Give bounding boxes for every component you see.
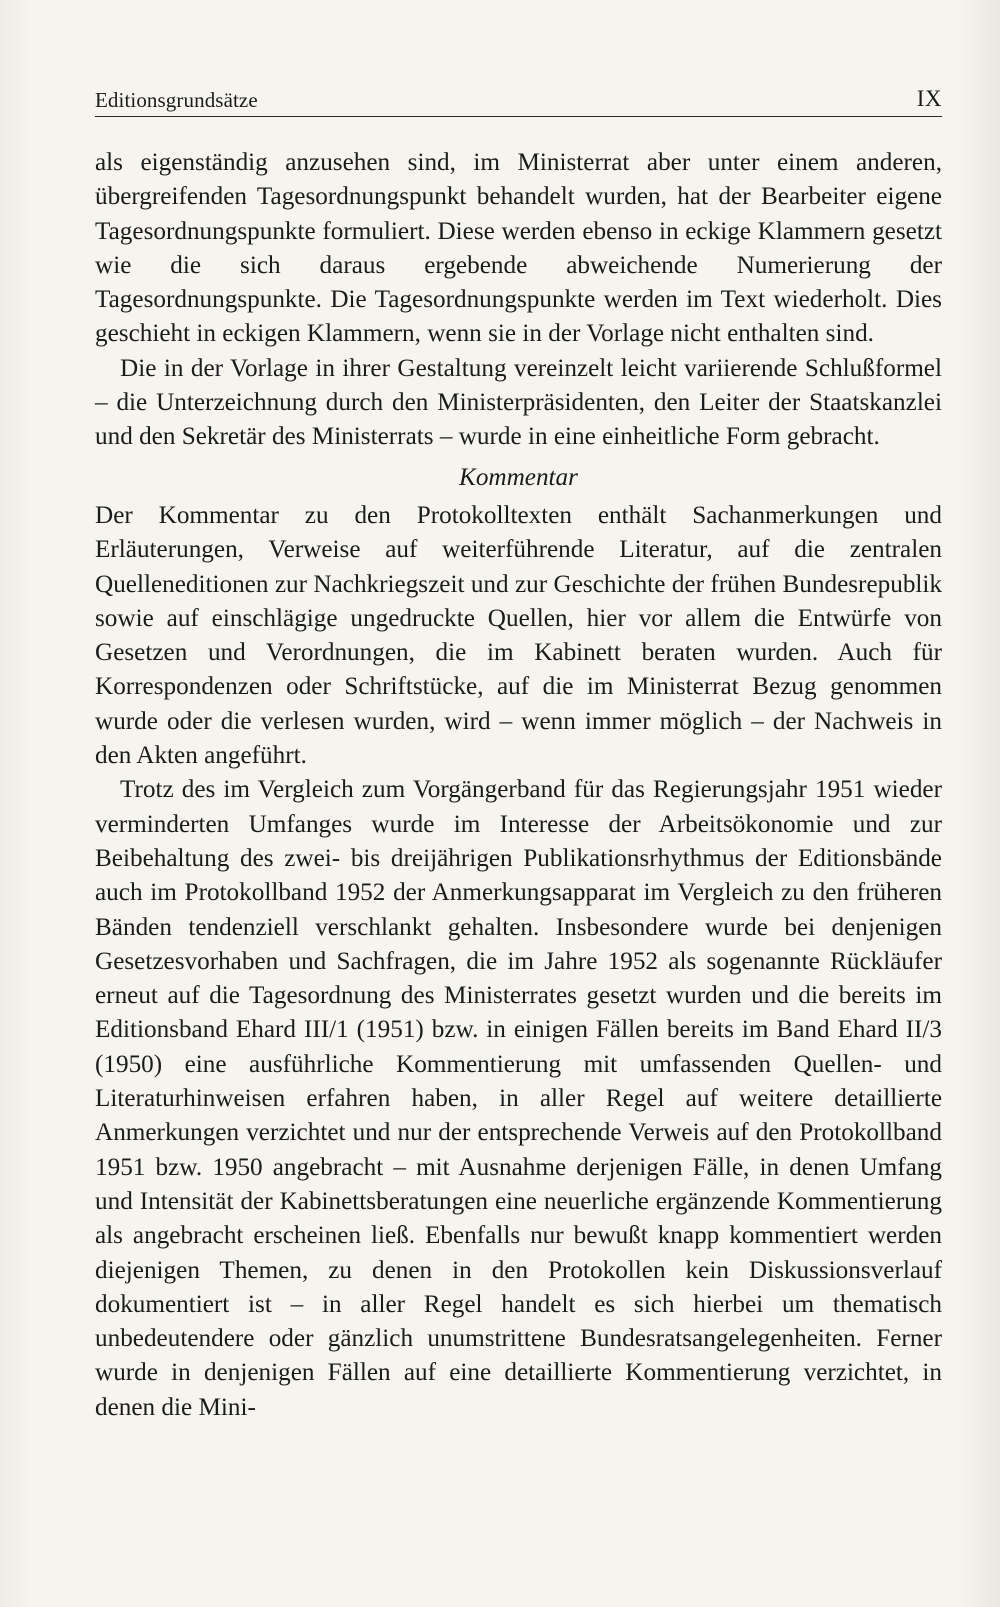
paragraph: Der Kommentar zu den Protokolltexten enthält Sachanmerkungen und Erläuterungen, Verweise auf weiterführende Literatur, auf die zentralen Quelleneditionen zur Nachkriegszeit und zur Geschichte der frühen Bundesrepublik sowie auf einschlägige ungedruckte Quellen, hier vor allem die Entwürfe von Gesetzen und Verordnungen, die im Kabinett beraten wurden. Auch für Korrespondenzen oder Schriftstücke, auf die im Ministerrat Bezug genommen wurde oder die verlesen wurden, wird – wenn immer möglich – der Nachweis in den Akten angeführt. xyxy=(95,501,942,770)
section-heading: Kommentar xyxy=(459,463,578,491)
running-head xyxy=(95,86,942,117)
page-number: IX xyxy=(916,86,942,111)
running-head-title: Editionsgrundsätze xyxy=(95,88,258,112)
paragraph: Trotz des im Vergleich zum Vorgängerband für das Regierungsjahr 1951 wieder verminderten Umfanges wurde im Interesse der Arbeitsökonomie und zur Beibehaltung des zwei- bis dreijährigen Publikationsrhythmus der Editionsbände auch im Protokollband 1952 der Anmerkungsapparat im Vergleich zu den früheren Bänden tendenziell verschlankt gehalten. Insbesondere wurde bei denjenigen Gesetzesvorhaben und Sachfragen, die im Jahre 1952 als sogenannte Rückläufer erneut auf die Tagesordnung des Ministerrates gesetzt wurden und die bereits im Editionsband Ehard III/1 (1951) bzw. in einigen Fällen bereits im Band Ehard II/3 (1950) eine ausführliche Kommentierung mit umfassenden Quellen- und Literaturhinweisen erfahren haben, in aller Regel auf weitere detaillierte Anmerkungen verzichtet und nur der entsprechende Verweis auf den Protokollband 1951 bzw. 1950 angebracht – mit Ausnahme derjenigen Fälle, in denen Umfang und Intensität der Kabinettsberatungen eine neuerliche ergänzende Kommentierung als angebracht erscheinen ließ. Ebenfalls nur bewußt knapp kommentiert werden diejenigen Themen, zu denen in den Protokollen kein Diskussionsverlauf dokumentiert ist – in aller Regel handelt es sich hierbei um thematisch unbedeutendere oder gänzlich unumstrittene Bundesratsangelegenheiten. Ferner wurde in denjenigen Fällen auf eine detaillierte Kommentierung verzichtet, in denen die Mini- xyxy=(95,776,942,1421)
paragraph: als eigenständig anzusehen sind, im Ministerrat aber unter einem anderen, übergreifenden Tagesordnungspunkt behandelt wurden, hat der Bearbeiter eigene Tagesordnungspunkte formuliert. Diese werden ebenso in eckige Klammern gesetzt wie die sich daraus ergebende abweichende Numerierung der Tagesordnungspunkte. Die Tagesordnungspunkte werden im Text wiederholt. Dies geschieht in eckigen Klammern, wenn sie in der Vorlage nicht enthalten sind. xyxy=(95,149,942,348)
body-text xyxy=(95,146,942,1425)
paragraph: Die in der Vorlage in ihrer Gestaltung vereinzelt leicht variierende Schlußformel – die Unterzeichnung durch den Ministerpräsidenten, den Leiter der Staatskanzlei und den Sekretär des Ministerrats – wurde in eine einheitliche Form gebracht. xyxy=(95,354,942,451)
